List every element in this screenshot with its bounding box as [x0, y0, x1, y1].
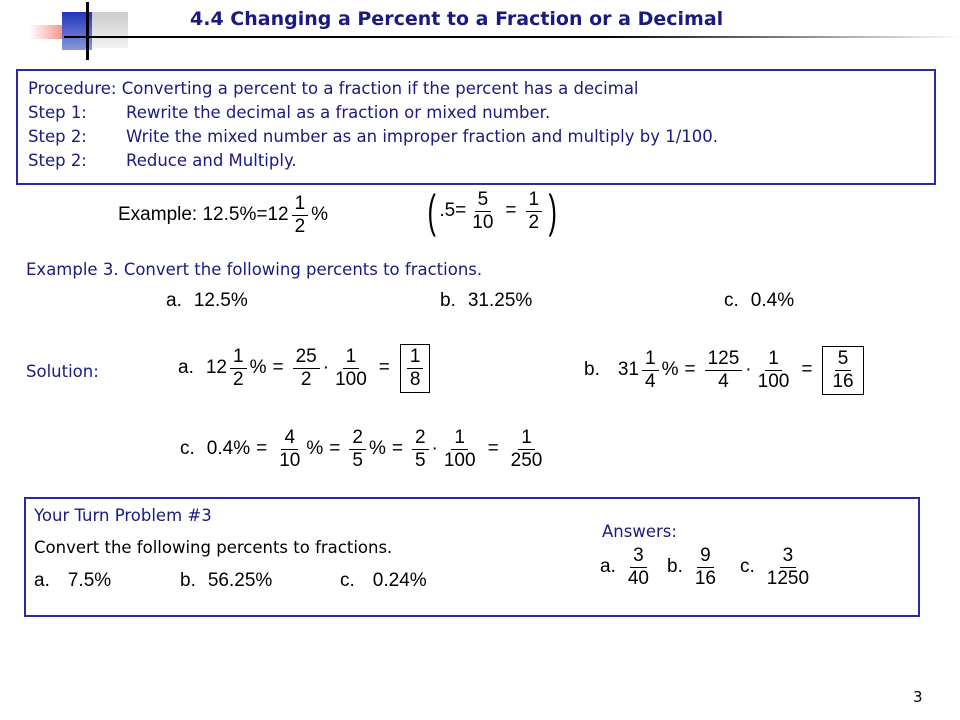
item-value: 31.25% — [467, 290, 533, 311]
procedure-step — [28, 149, 934, 173]
numerator: 1 — [407, 347, 424, 369]
denominator: 2 — [233, 368, 244, 390]
example3-item-c — [724, 290, 794, 312]
denominator: 100 — [335, 368, 367, 390]
solution-b — [584, 346, 864, 395]
page-number: 3 — [913, 688, 923, 706]
denominator: 4 — [645, 370, 656, 392]
multiply-dot: · — [431, 438, 438, 460]
numerator: 1 — [526, 190, 543, 212]
equals-sign: = — [487, 438, 499, 460]
fraction — [469, 190, 496, 233]
denominator: 5 — [352, 449, 363, 471]
fraction — [349, 428, 366, 471]
denominator: 16 — [832, 370, 854, 392]
header-decoration-gray — [92, 12, 128, 48]
fraction — [508, 428, 546, 471]
numerator: 1 — [292, 194, 309, 216]
step-text: Reduce and Multiply. — [126, 151, 297, 170]
whole-number: 12 — [205, 357, 227, 379]
fraction — [293, 347, 320, 390]
denominator: 10 — [472, 211, 494, 233]
answer-letter: b. — [667, 556, 683, 578]
slide-title: 4.4 Changing a Percent to a Fraction or a Decimal — [190, 8, 724, 30]
example3-item-b — [440, 290, 532, 312]
equals-sign: = — [272, 357, 284, 379]
fraction — [642, 349, 659, 392]
fraction — [526, 190, 543, 233]
solution-c — [180, 428, 548, 471]
item-value: 12.5% — [193, 290, 248, 311]
numerator: 1 — [765, 349, 782, 371]
solution-label: Solution: — [26, 362, 99, 381]
answers-label: Answers: — [602, 522, 677, 541]
decimal-value: .5= — [439, 200, 467, 221]
numerator: 2 — [412, 428, 429, 450]
denominator: 4 — [718, 370, 729, 392]
step-label: Step 2: — [28, 151, 87, 170]
your-turn-instruction: Convert the following percents to fractions. — [34, 538, 393, 557]
fraction — [407, 347, 424, 390]
denominator: 100 — [757, 370, 790, 392]
numerator: 5 — [835, 349, 852, 371]
your-turn-item-c — [340, 570, 427, 592]
item-value: 0.4% — [750, 290, 795, 311]
denominator: 2 — [300, 368, 312, 390]
denominator: 2 — [294, 215, 306, 237]
fraction — [705, 349, 743, 392]
numerator: 1 — [343, 347, 360, 369]
your-turn-heading: Your Turn Problem #3 — [34, 506, 212, 525]
denominator: 1250 — [766, 567, 810, 589]
item-letter: c. — [180, 438, 195, 460]
fraction — [230, 347, 247, 390]
example-aside-equation — [424, 185, 560, 237]
numerator: 3 — [780, 546, 797, 568]
percent-sign: % — [306, 438, 324, 460]
multiply-dot: · — [322, 357, 330, 379]
item-letter: c. — [724, 290, 739, 311]
item-letter: b. — [180, 570, 196, 591]
answer-box — [400, 344, 431, 393]
fraction — [692, 546, 719, 589]
denominator: 16 — [694, 567, 716, 589]
denominator: 8 — [409, 368, 421, 390]
item-letter: b. — [440, 290, 456, 311]
answer-letter: a. — [600, 556, 616, 578]
step-label: Step 1: — [28, 103, 87, 122]
percent-sign: % — [249, 357, 267, 379]
header-vertical-rule — [86, 2, 89, 60]
fraction — [332, 347, 370, 390]
answers-row — [600, 546, 815, 589]
solution-a — [178, 344, 430, 393]
step-text: Write the mixed number as an improper fraction and multiply by 1/100. — [126, 127, 719, 146]
percent-sign: % — [661, 359, 679, 381]
equals-sign: = — [378, 357, 390, 379]
procedure-box — [16, 69, 936, 185]
example-prefix: Example: 12.5%=12 — [118, 204, 289, 226]
denominator: 250 — [510, 449, 543, 471]
example-equation — [118, 194, 328, 237]
step-label: Step 2: — [28, 127, 87, 146]
fraction — [292, 194, 309, 237]
denominator: 40 — [627, 567, 649, 589]
equals-sign: = — [391, 438, 403, 460]
fraction — [829, 349, 856, 392]
numerator: 125 — [705, 349, 743, 371]
equals-sign: = — [505, 200, 517, 221]
step-text: Rewrite the decimal as a fraction or mixed number. — [126, 103, 551, 122]
your-turn-item-b — [180, 570, 272, 592]
numerator: 1 — [642, 349, 659, 371]
fraction — [625, 546, 652, 589]
answer-letter: c. — [740, 556, 755, 578]
numerator: 1 — [230, 347, 247, 369]
numerator: 4 — [281, 428, 298, 450]
answer-box — [822, 346, 863, 395]
header-horizontal-rule — [64, 36, 960, 38]
your-turn-item-a — [34, 570, 111, 592]
fraction — [412, 428, 429, 471]
procedure-step — [28, 125, 934, 149]
whole-number: 31 — [617, 359, 639, 381]
equals-sign: = — [684, 359, 696, 381]
procedure-heading: Procedure: Converting a percent to a fraction if the percent has a decimal — [28, 79, 639, 98]
numerator: 5 — [475, 190, 492, 212]
multiply-dot: · — [745, 359, 752, 381]
fraction — [764, 546, 812, 589]
numerator: 9 — [697, 546, 714, 568]
fraction — [276, 428, 303, 471]
fraction — [755, 349, 793, 392]
denominator: 100 — [443, 449, 476, 471]
item-letter: a. — [166, 290, 182, 311]
equals-sign: = — [801, 359, 813, 381]
item-letter: c. — [340, 570, 355, 591]
right-paren: ) — [548, 185, 557, 237]
item-letter: b. — [584, 359, 600, 381]
procedure-step — [28, 101, 934, 125]
start-value: 0.4% — [206, 438, 251, 460]
percent-sign: % — [311, 204, 329, 226]
equals-sign: = — [329, 438, 341, 460]
denominator: 10 — [279, 449, 301, 471]
item-value: 56.25% — [207, 570, 273, 591]
numerator: 1 — [518, 428, 535, 450]
numerator: 2 — [349, 428, 366, 450]
example3-item-a — [166, 290, 248, 312]
percent-sign: % — [368, 438, 386, 460]
numerator: 3 — [630, 546, 647, 568]
fraction — [441, 428, 479, 471]
numerator: 25 — [293, 347, 320, 369]
denominator: 2 — [528, 211, 540, 233]
equals-sign: = — [256, 438, 268, 460]
numerator: 1 — [451, 428, 468, 450]
denominator: 5 — [414, 449, 426, 471]
item-value: 7.5% — [67, 570, 112, 591]
example3-heading: Example 3. Convert the following percents to fractions. — [26, 260, 483, 279]
item-letter: a. — [178, 357, 194, 379]
item-letter: a. — [34, 570, 50, 591]
left-paren: ( — [427, 185, 436, 237]
item-value: 0.24% — [372, 570, 427, 591]
